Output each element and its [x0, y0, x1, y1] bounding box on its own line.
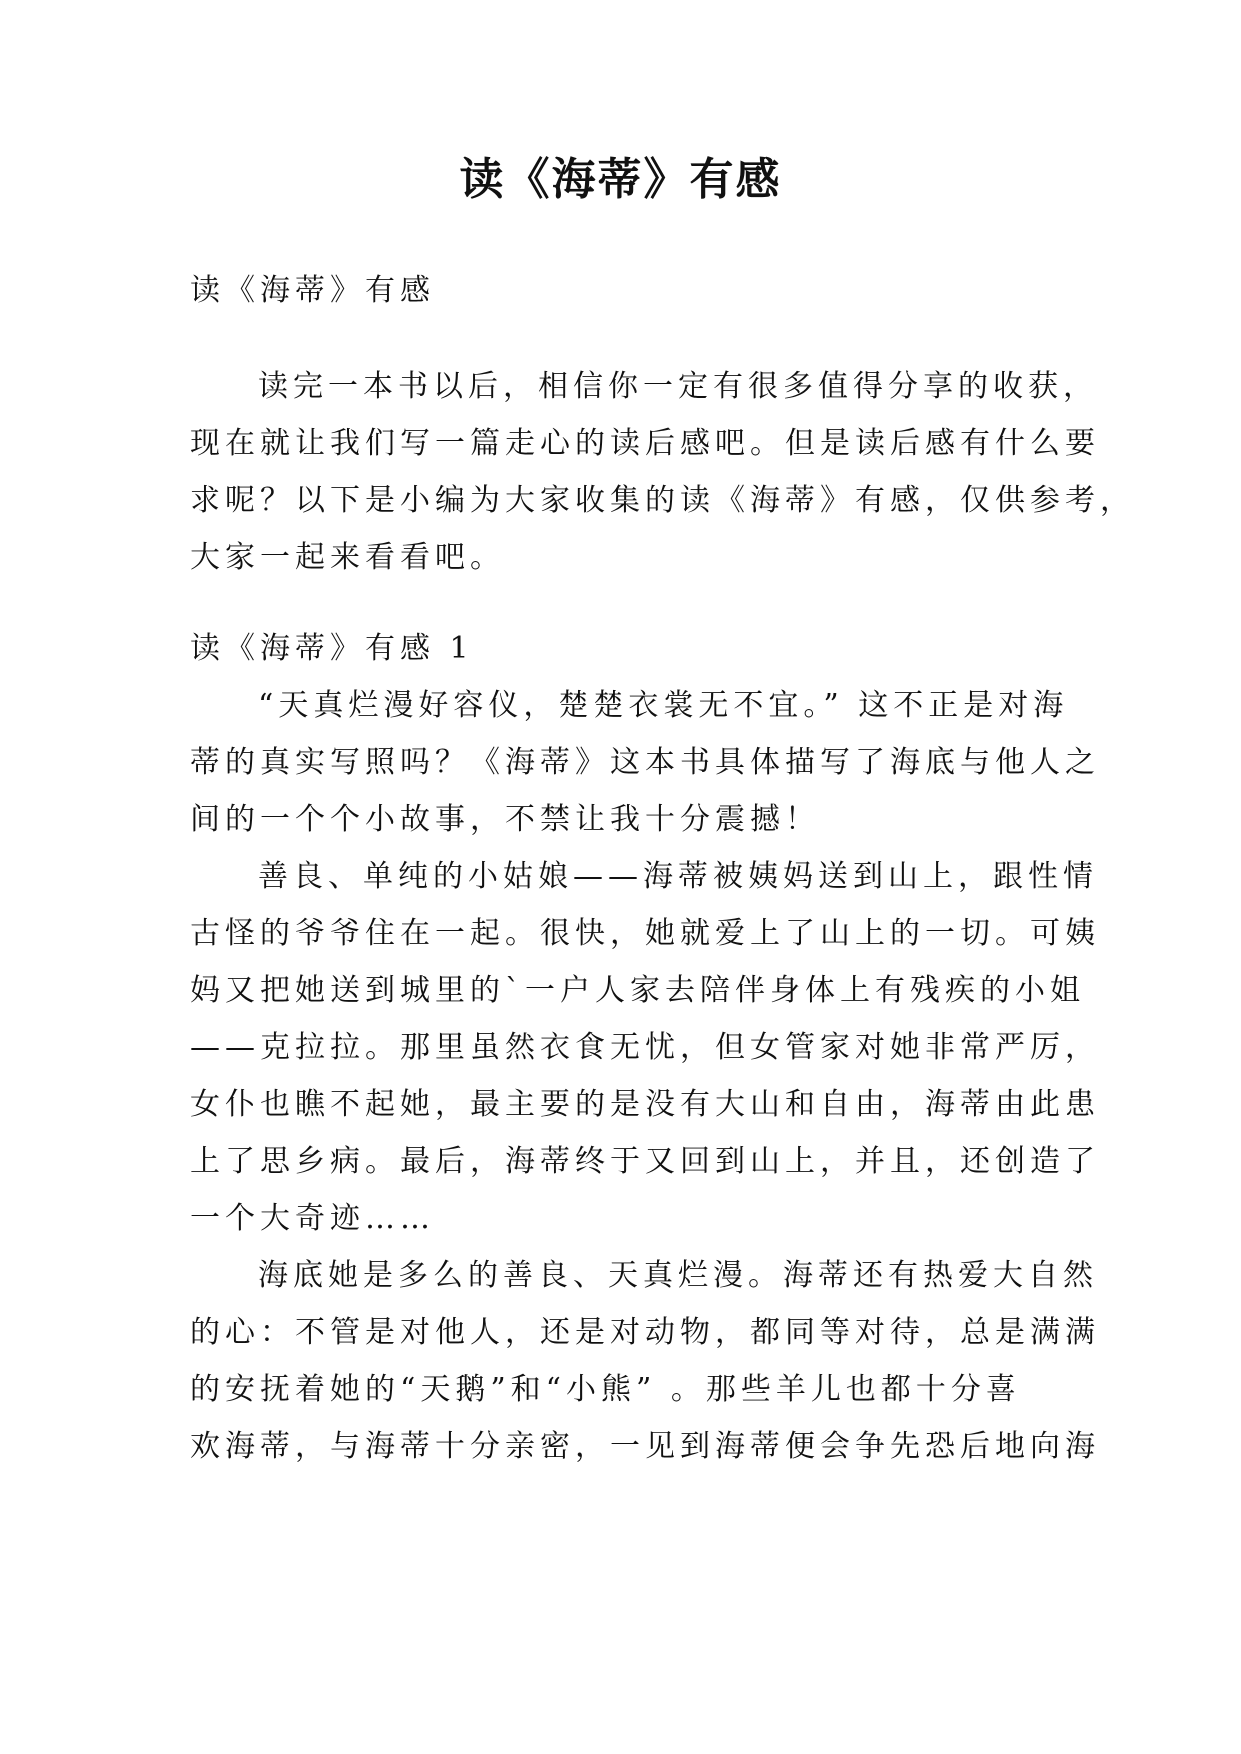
- paragraph-line: 海底她是多么的善良、天真烂漫。海蒂还有热爱大自然: [258, 1258, 1098, 1293]
- intro-line: 求呢？以下是小编为大家收集的读《海蒂》有感，仅供参考，: [190, 483, 1135, 518]
- intro-line: 现在就让我们写一篇走心的读后感吧。但是读后感有什么要: [190, 426, 1100, 461]
- paragraph-line: 善良、单纯的小姑娘——海蒂被姨妈送到山上，跟性情: [258, 859, 1098, 894]
- intro-line: 读完一本书以后，相信你一定有很多值得分享的收获，: [258, 369, 1098, 404]
- document-subtitle: 读《海蒂》有感: [190, 273, 435, 308]
- paragraph-line: 的心：不管是对他人，还是对动物，都同等对待，总是满满: [190, 1315, 1100, 1350]
- paragraph-line: 妈又把她送到城里的`一户人家去陪伴身体上有残疾的小姐: [190, 973, 1085, 1008]
- section-block: [190, 620, 1100, 1475]
- paragraph-line: 女仆也瞧不起她，最主要的是没有大山和自由，海蒂由此患: [190, 1087, 1100, 1122]
- paragraph-line: 蒂的真实写照吗？《海蒂》这本书具体描写了海底与他人之: [190, 745, 1100, 780]
- paragraph-line: 上了思乡病。最后，海蒂终于又回到山上，并且，还创造了: [190, 1144, 1100, 1179]
- paragraph-line: ——克拉拉。那里虽然衣食无忧，但女管家对她非常严厉，: [190, 1030, 1100, 1065]
- subtitle-block: [190, 262, 1070, 319]
- intro-line: 大家一起来看看吧。: [190, 540, 505, 575]
- paragraph-line: 间的一个个小故事，不禁让我十分震撼！: [190, 802, 820, 837]
- paragraph-line: “天真烂漫好容仪，楚楚衣裳无不宜。” 这不正是对海: [258, 688, 1069, 723]
- paragraph-line: 的安抚着她的“天鹅”和“小熊” 。那些羊儿也都十分喜: [190, 1372, 1021, 1407]
- document-title: 读《海蒂》有感: [459, 154, 782, 205]
- intro-paragraph: [190, 358, 1135, 586]
- section-heading: 读《海蒂》有感 1: [190, 631, 474, 666]
- paragraph-line: 一个大奇迹……: [190, 1201, 435, 1236]
- paragraph-line: 欢海蒂，与海蒂十分亲密，一见到海蒂便会争先恐后地向海: [190, 1429, 1100, 1464]
- paragraph-line: 古怪的爷爷住在一起。很快，她就爱上了山上的一切。可姨: [190, 916, 1100, 951]
